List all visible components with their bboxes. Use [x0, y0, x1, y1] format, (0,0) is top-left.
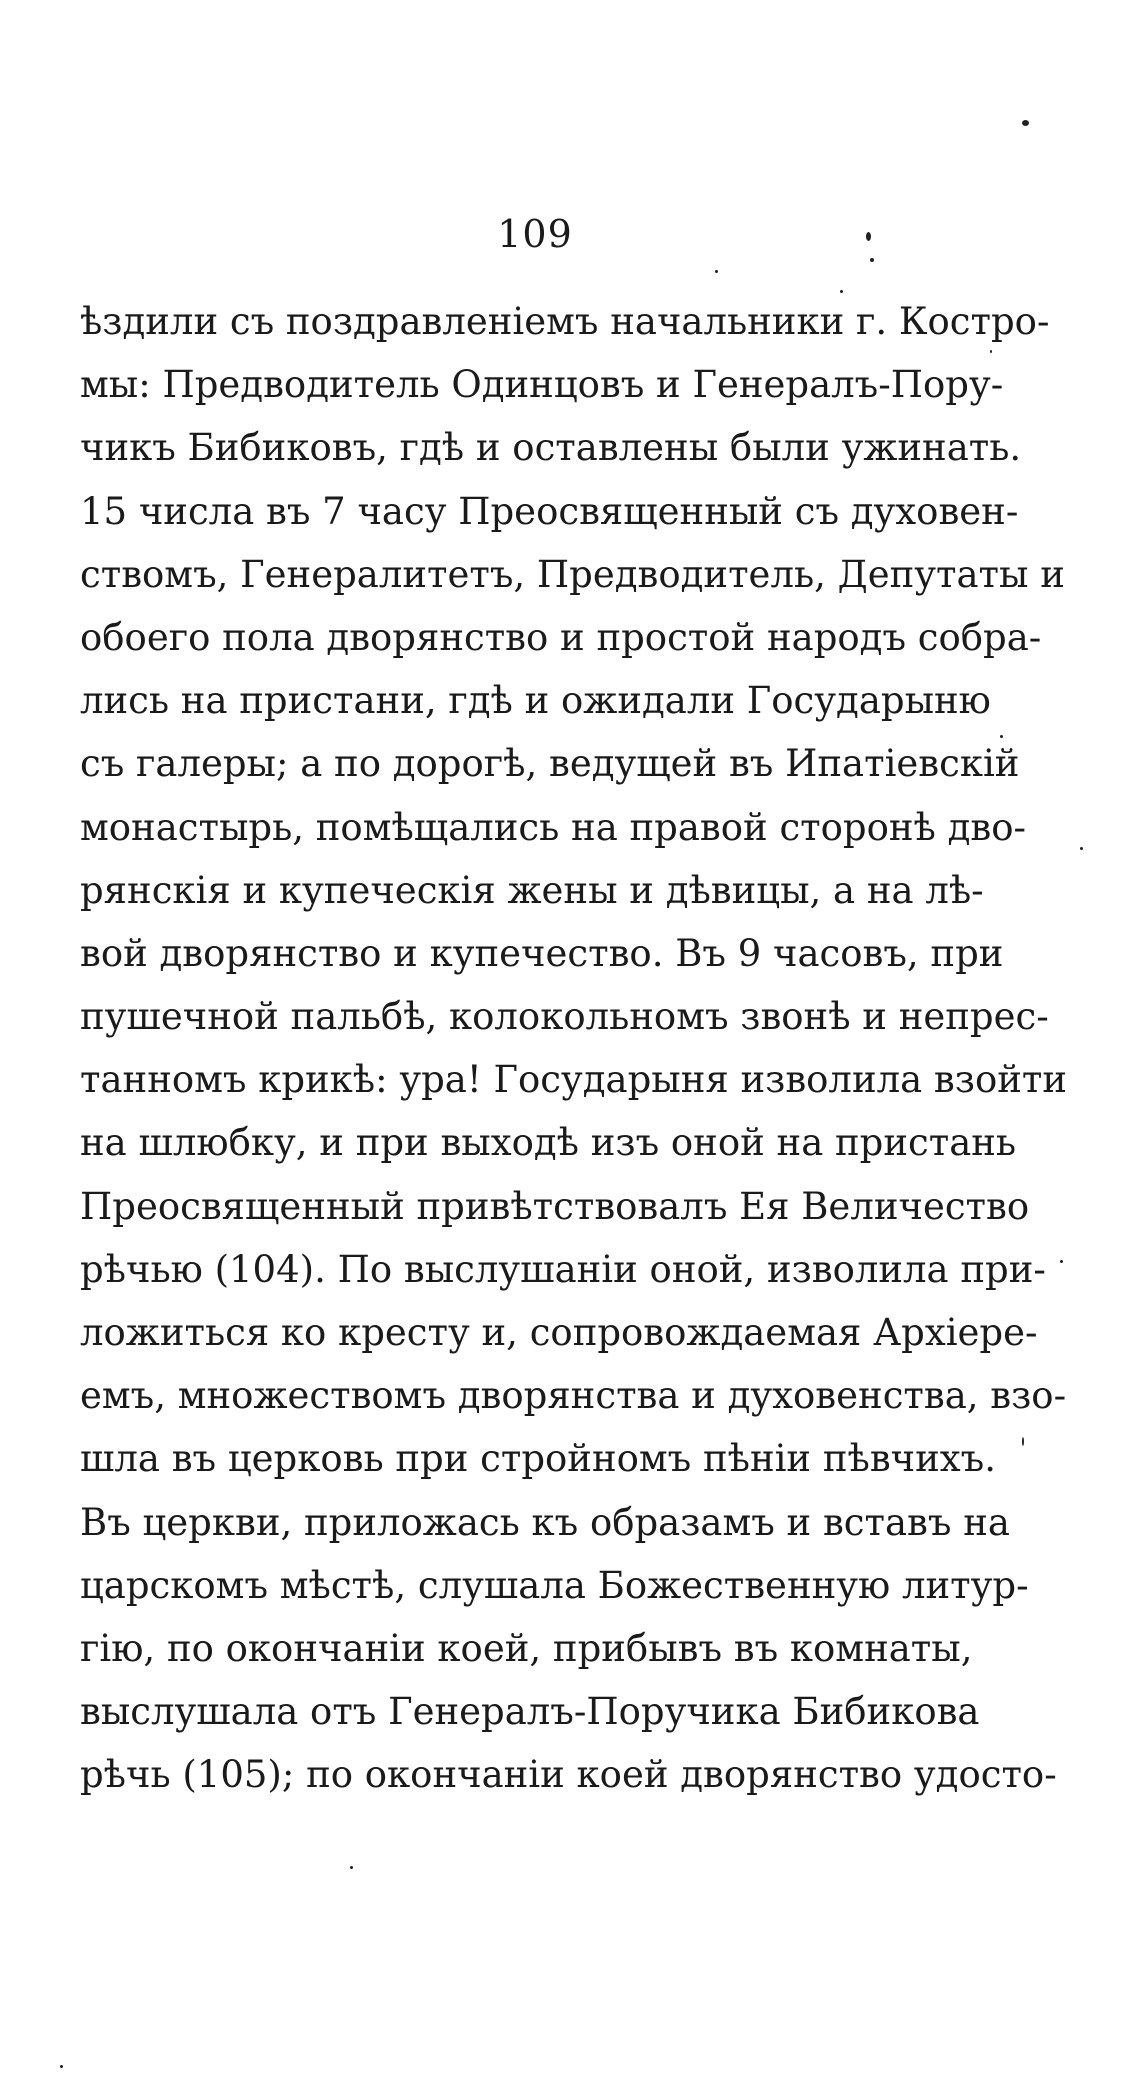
- text-line: ложиться ко кресту и, сопровождаемая Архіере-: [80, 1311, 1038, 1354]
- text-line: Преосвященный привѣтствовалъ Ея Величество: [80, 1184, 1030, 1228]
- text-line: танномъ крикѣ: ура! Государыня изволила взойти: [80, 1058, 1068, 1102]
- scan-speck: [60, 2065, 63, 2068]
- text-line: ѣздили съ поздравленіемъ начальники г. Костро-: [80, 300, 1050, 343]
- text-line: емъ, множествомъ дворянства и духовенства, взо-: [80, 1374, 1067, 1418]
- text-line: вой дворянство и купечество. Въ 9 часовъ, при: [80, 931, 1004, 975]
- text-line: рѣчью (104). По выслушаніи оной, изволила при-: [80, 1247, 1046, 1291]
- text-line: съ галеры; а по дорогѣ, ведущей въ Ипатіевскій: [80, 742, 1020, 786]
- scan-speck: [1022, 1437, 1024, 1446]
- scan-speck: [990, 350, 992, 353]
- text-line: монастырь, помѣщались на правой сторонѣ дво-: [80, 805, 1027, 849]
- text-line: мы: Предводитель Одинцовъ и Генералъ-Пору-: [80, 363, 1004, 407]
- scan-speck: [1080, 847, 1083, 850]
- text-line: 15 числа въ 7 часу Преосвященный съ духовен-: [80, 489, 1019, 533]
- text-line: шла въ церковь при стройномъ пѣніи пѣвчихъ.: [80, 1437, 996, 1481]
- text-line: обоего пола дворянство и простой народъ собра-: [80, 615, 1042, 659]
- page-number: 109: [497, 212, 573, 256]
- text-line: гію, по окончаніи коей, прибывъ въ комнаты,: [80, 1626, 973, 1670]
- text-line: царскомъ мѣстѣ, слушала Божественную литур-: [80, 1563, 1029, 1607]
- scan-speck: [350, 1866, 353, 1869]
- text-line: на шлюбку, и при выходѣ изъ оной на пристань: [80, 1121, 1017, 1165]
- scan-speck: [866, 232, 871, 241]
- text-line: Въ церкви, приложась къ образамъ и вставъ на: [80, 1500, 1010, 1544]
- text-line: рянскія и купеческія жены и дѣвицы, а на лѣ-: [80, 868, 984, 912]
- text-line: лись на пристани, гдѣ и ожидали Государыню: [80, 679, 991, 723]
- text-line: пушечной пальбѣ, колокольномъ звонѣ и непрес-: [80, 995, 1049, 1039]
- body-text: [80, 290, 1068, 1807]
- scan-speck: [840, 290, 843, 293]
- scan-speck: [870, 258, 874, 262]
- scan-speck: [1060, 1260, 1063, 1263]
- scan-speck: [715, 270, 718, 273]
- text-line: рѣчь (105); по окончаніи коей дворянство удосто-: [80, 1753, 1057, 1797]
- text-line: чикъ Бибиковъ, гдѣ и оставлены были ужинать.: [80, 426, 1022, 470]
- text-line: выслушала отъ Генералъ-Поручика Бибикова: [80, 1690, 980, 1734]
- text-line: ствомъ, Генералитетъ, Предводитель, Депутаты и: [80, 552, 1065, 596]
- scan-speck: [1022, 120, 1029, 126]
- scan-speck: [1000, 735, 1003, 738]
